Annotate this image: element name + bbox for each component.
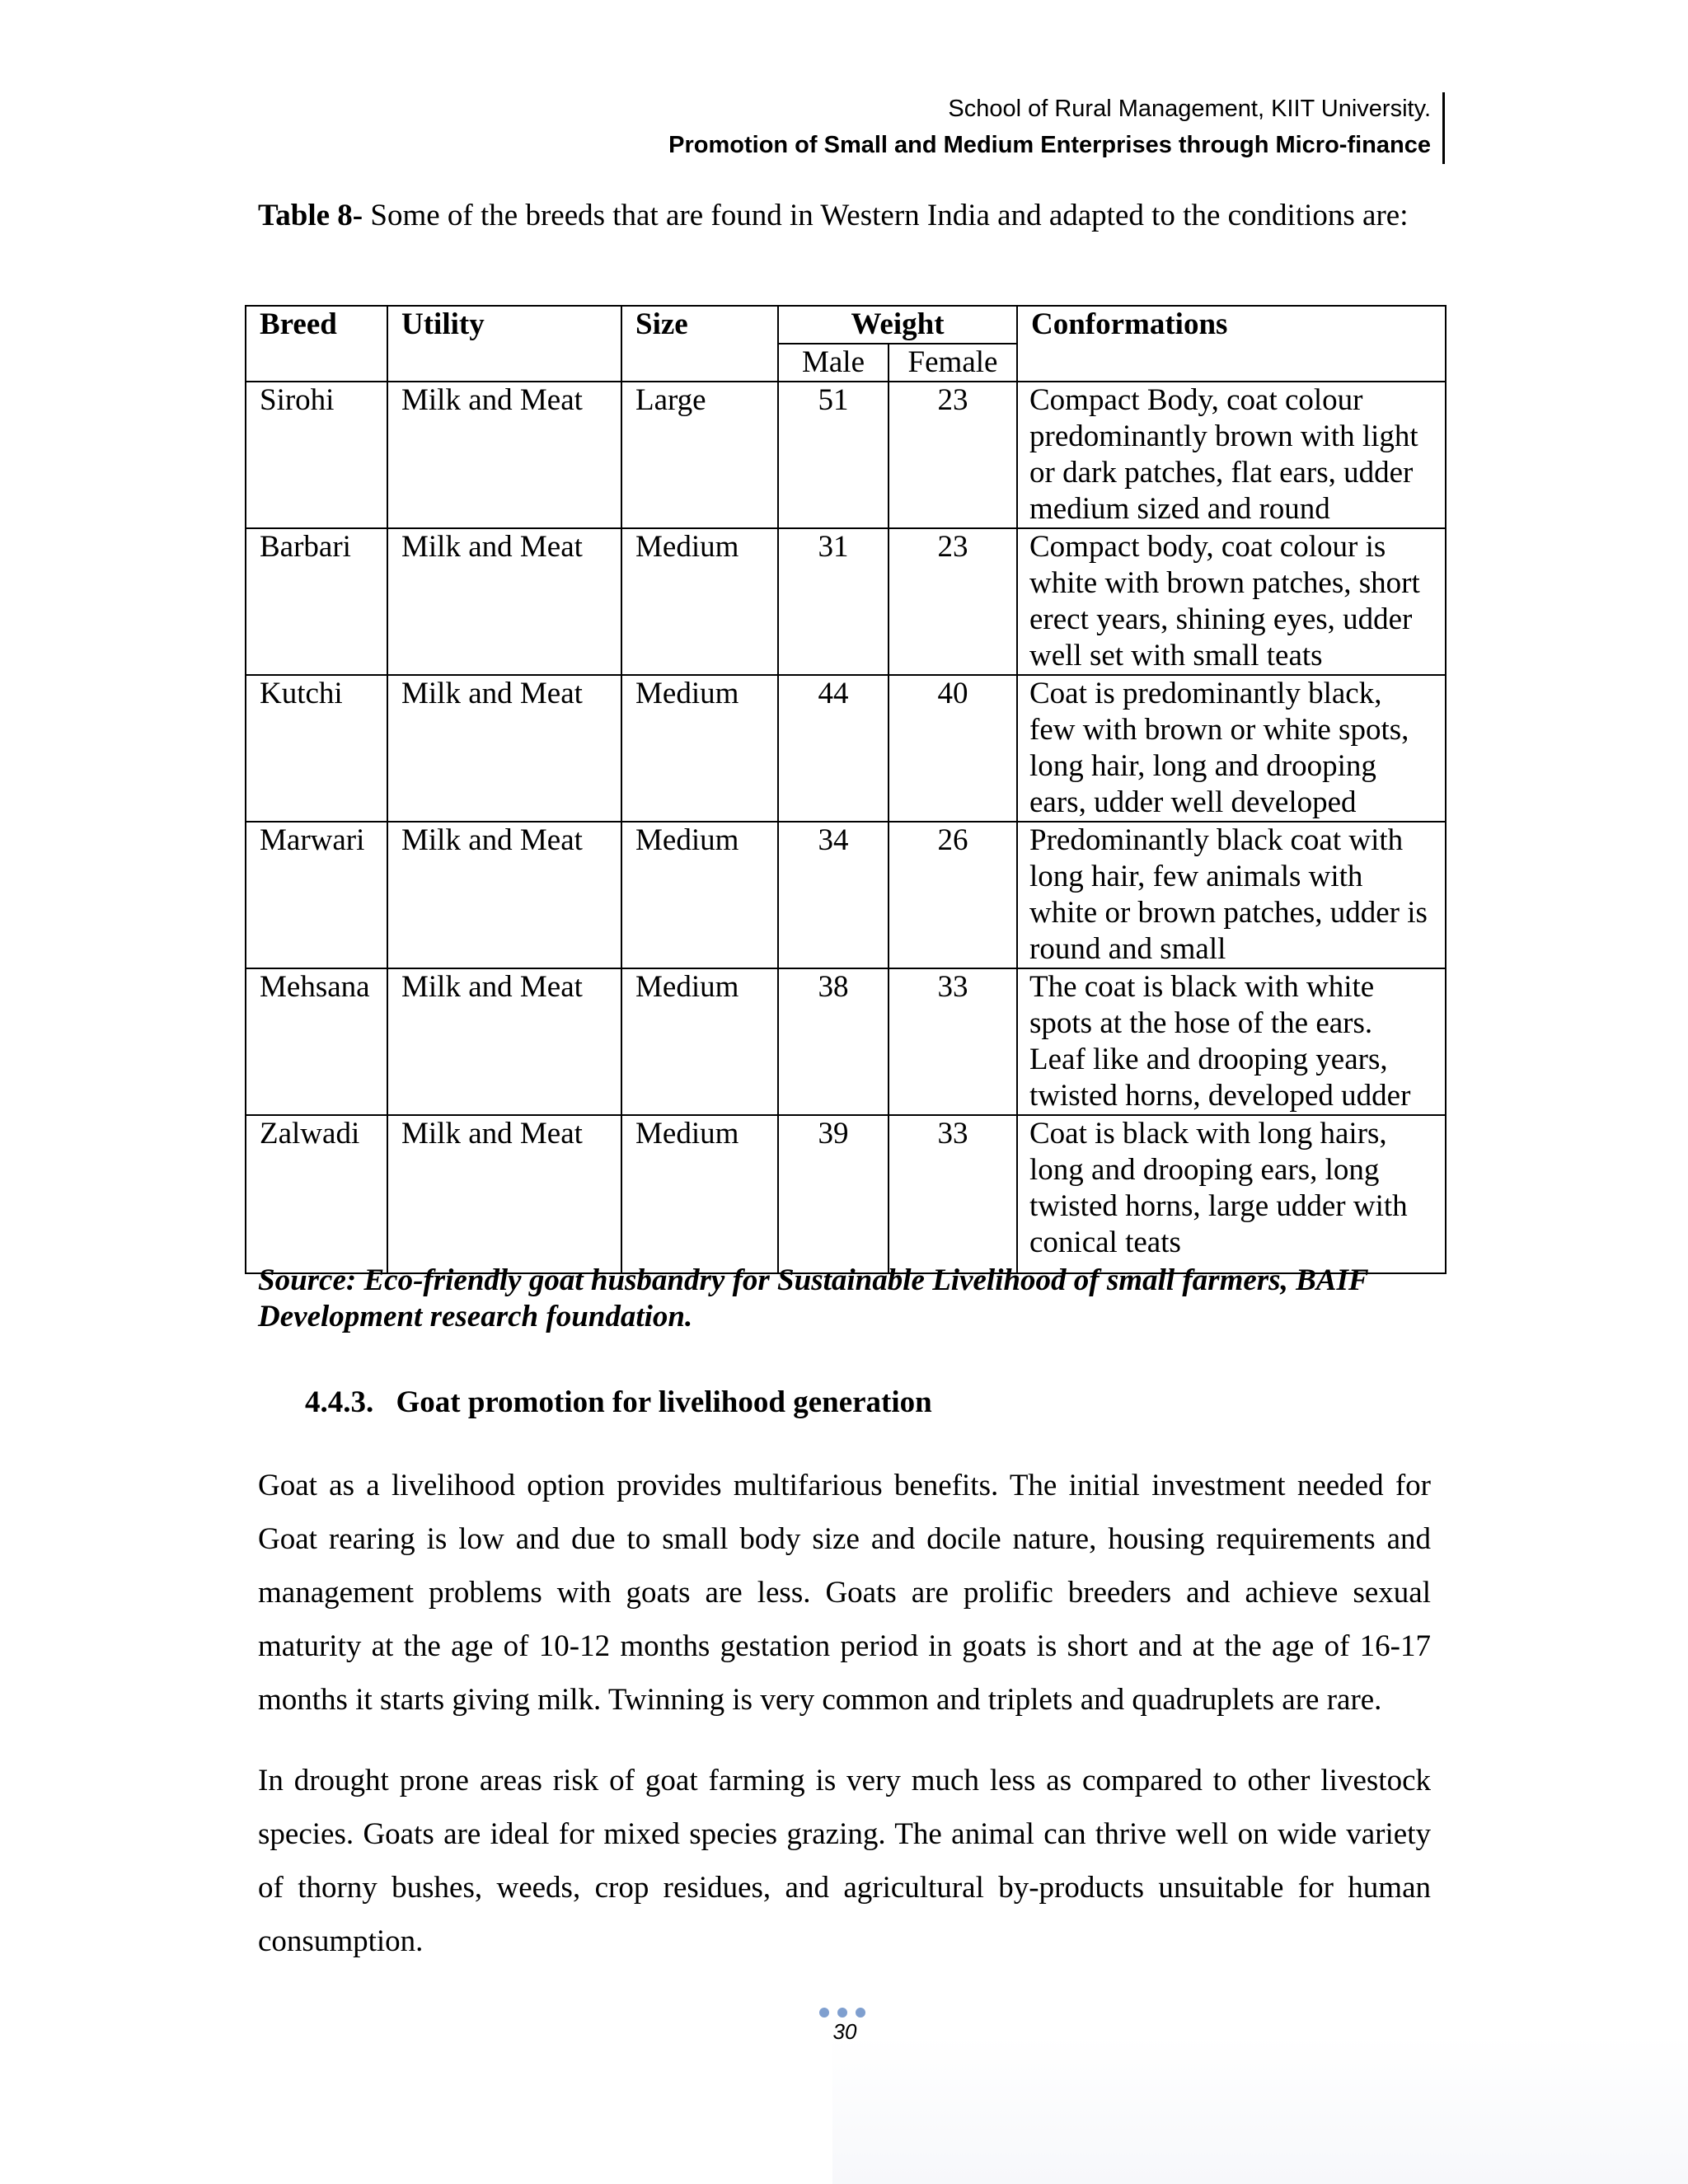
table-row — [246, 822, 1446, 968]
footer-dot — [837, 2008, 847, 2018]
header-breed: Breed — [246, 306, 387, 382]
cell-size: Large — [621, 382, 778, 528]
cell-female-weight: 26 — [889, 822, 1017, 968]
cell-utility: Milk and Meat — [387, 382, 621, 528]
cell-male-weight: 34 — [778, 822, 889, 968]
header-institution: School of Rural Management, KIIT University. — [948, 96, 1431, 122]
cell-size: Medium — [621, 528, 778, 675]
table-row — [246, 382, 1446, 528]
cell-conformations: The coat is black with white spots at the hose of the ears. Leaf like and drooping years, twisted horns, developed udder — [1017, 968, 1446, 1115]
cell-utility: Milk and Meat — [387, 1115, 621, 1273]
footer-dot — [856, 2008, 865, 2018]
table-row — [246, 528, 1446, 675]
header-weight: Weight — [778, 306, 1017, 344]
header-female: Female — [889, 344, 1017, 382]
cell-breed: Marwari — [246, 822, 387, 968]
cell-female-weight: 33 — [889, 1115, 1017, 1273]
running-header — [668, 91, 1431, 163]
section-heading — [305, 1385, 932, 1421]
header-conformations: Conformations — [1017, 306, 1446, 382]
cell-breed: Mehsana — [246, 968, 387, 1115]
cell-male-weight: 31 — [778, 528, 889, 675]
table-row — [246, 675, 1446, 822]
cell-size: Medium — [621, 968, 778, 1115]
cell-utility: Milk and Meat — [387, 528, 621, 675]
cell-conformations: Coat is black with long hairs, long and drooping ears, long twisted horns, large udder with conical teats — [1017, 1115, 1446, 1273]
header-rule — [1442, 92, 1445, 164]
section-number: 4.4.3. — [305, 1385, 374, 1419]
cell-utility: Milk and Meat — [387, 968, 621, 1115]
cell-conformations: Coat is predominantly black, few with brown or white spots, long hair, long and drooping ears, udder well developed — [1017, 675, 1446, 822]
footer-shade — [832, 2036, 1688, 2184]
header-utility: Utility — [387, 306, 621, 382]
header-size: Size — [621, 306, 778, 382]
footer-dot — [819, 2008, 829, 2018]
section-title: Goat promotion for livelihood generation — [396, 1385, 932, 1419]
cell-male-weight: 51 — [778, 382, 889, 528]
header-male: Male — [778, 344, 889, 382]
cell-breed: Sirohi — [246, 382, 387, 528]
header-document-title: Promotion of Small and Medium Enterprises through Micro-finance — [668, 132, 1431, 158]
cell-male-weight: 38 — [778, 968, 889, 1115]
cell-female-weight: 33 — [889, 968, 1017, 1115]
paragraph-drought-areas: In drought prone areas risk of goat farming is very much less as compared to other livestock species. Goats are ideal for mixed species grazing. The animal can thrive well on wide variety of thorny bushes, weeds, crop residues, and agricultural by-products unsuitable for human consumption. — [258, 1764, 1431, 1958]
cell-female-weight: 40 — [889, 675, 1017, 822]
cell-conformations: Compact body, coat colour is white with brown patches, short erect years, shining eyes, udder well set with small teats — [1017, 528, 1446, 675]
breeds-table — [245, 305, 1447, 1274]
cell-size: Medium — [621, 1115, 778, 1273]
cell-utility: Milk and Meat — [387, 822, 621, 968]
table-row — [246, 1115, 1446, 1273]
table-row — [246, 968, 1446, 1115]
page-number: 30 — [832, 2019, 857, 2044]
cell-breed: Zalwadi — [246, 1115, 387, 1273]
cell-female-weight: 23 — [889, 528, 1017, 675]
paragraph-livelihood-benefits: Goat as a livelihood option provides multifarious benefits. The initial investment needed for Goat rearing is low and due to small body size and docile nature, housing requirements and management problems with goats are less. Goats are prolific breeders and achieve sexual maturity at the age of 10-12 months gestation period in goats is short and at the age of 16-17 months it starts giving milk. Twinning is very common and triplets and quadruplets are rare. — [258, 1469, 1431, 1717]
table-caption-label: Table 8- — [258, 199, 363, 232]
cell-conformations: Compact Body, coat colour predominantly brown with light or dark patches, flat ears, udder medium sized and round — [1017, 382, 1446, 528]
cell-female-weight: 23 — [889, 382, 1017, 528]
table-header-row — [246, 306, 1446, 344]
cell-breed: Kutchi — [246, 675, 387, 822]
cell-breed: Barbari — [246, 528, 387, 675]
cell-male-weight: 44 — [778, 675, 889, 822]
cell-conformations: Predominantly black coat with long hair, few animals with white or brown patches, udder is round and small — [1017, 822, 1446, 968]
footer-dots-ornament — [819, 2008, 865, 2018]
table-caption-text: Some of the breeds that are found in Western India and adapted to the conditions are: — [370, 199, 1409, 232]
cell-size: Medium — [621, 675, 778, 822]
cell-size: Medium — [621, 822, 778, 968]
table-caption — [258, 198, 1431, 234]
cell-utility: Milk and Meat — [387, 675, 621, 822]
table-source-note: Source: Eco-friendly goat husbandry for Sustainable Livelihood of small farmers, BAIF Development research foundation. — [258, 1263, 1368, 1333]
cell-male-weight: 39 — [778, 1115, 889, 1273]
